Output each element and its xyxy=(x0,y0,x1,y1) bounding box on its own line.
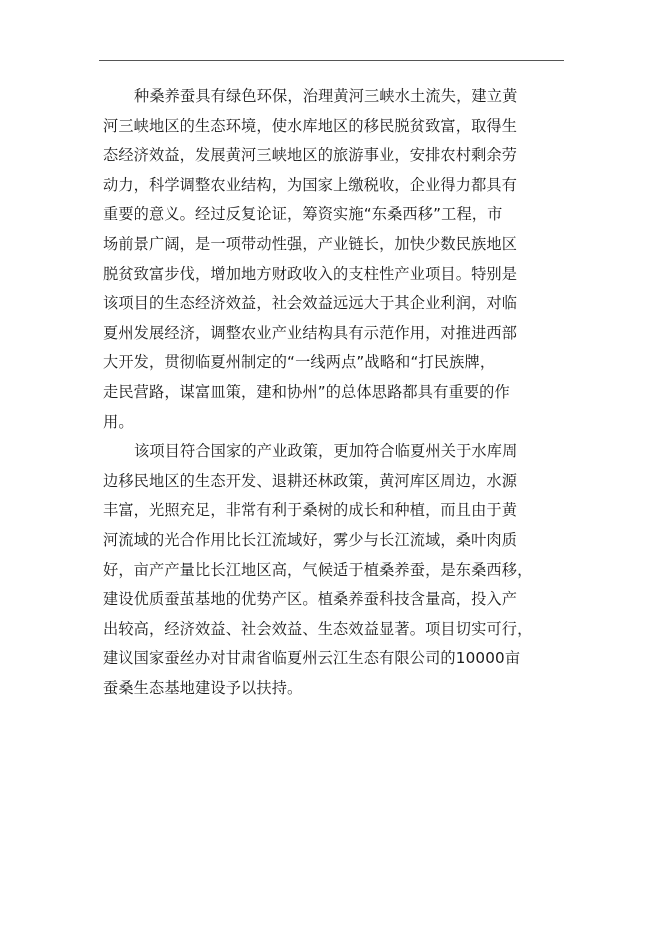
text-line: 脱贫致富步伐，增加地方财政收入的支柱性产业项目。特别是 xyxy=(103,264,518,283)
text-line: 蚕桑生态基地建设予以扶持。 xyxy=(103,678,303,697)
text-line: 河三峡地区的生态环境，使水库地区的移民脱贫致富，取得生 xyxy=(103,116,518,135)
text-line: 出较高，经济效益、社会效益、生态效益显著。项目切实可行， xyxy=(103,619,533,638)
text-line: 丰富，光照充足，非常有利于桑树的成长和种植，而且由于黄 xyxy=(103,501,518,520)
text-line: 夏州发展经济，调整农业产业结构具有示范作用，对推进西部 xyxy=(103,323,518,342)
text-line: 建议国家蚕丝办对甘肃省临夏州云江生态有限公司的10000亩 xyxy=(103,649,521,668)
text-line: 好，亩产产量比长江地区高，气候适于植桑养蚕，是东桑西移， xyxy=(103,560,533,579)
document-body xyxy=(103,82,550,703)
text-line: 用。 xyxy=(103,412,134,431)
paragraph xyxy=(103,82,550,437)
text-line: 走民营路，谋富皿策，建和协州”的总体思路都具有重要的作 xyxy=(103,382,510,401)
paragraph xyxy=(103,437,550,703)
text-line: 建设优质蚕茧基地的优势产区。植桑养蚕科技含量高，投入产 xyxy=(103,590,518,609)
text-line: 态经济效益，发展黄河三峡地区的旅游事业，安排农村剩余劳 xyxy=(103,146,518,165)
text-line: 重要的意义。经过反复论证，筹资实施“东桑西移”工程，市 xyxy=(103,205,503,224)
text-line: 河流域的光合作用比长江流域好，雾少与长江流域，桑叶肉质 xyxy=(103,530,518,549)
text-line: 种桑养蚕具有绿色环保，治理黄河三峡水土流失，建立黄 xyxy=(134,87,518,105)
text-line: 该项目的生态经济效益，社会效益远远大于其企业利润，对临 xyxy=(103,294,518,313)
text-line: 边移民地区的生态开发、退耕还林政策，黄河库区周边，水源 xyxy=(103,471,518,490)
text-line: 该项目符合国家的产业政策，更加符合临夏州关于水库周 xyxy=(134,442,518,461)
text-line: 场前景广阔，是一项带动性强，产业链长，加快少数民族地区 xyxy=(103,234,518,253)
text-line: 动力，科学调整农业结构，为国家上缴税收，企业得力都具有 xyxy=(103,175,518,194)
header-rule xyxy=(99,60,564,61)
text-line: 大开发，贯彻临夏州制定的“一线两点”战略和“打民族牌， xyxy=(103,353,496,372)
